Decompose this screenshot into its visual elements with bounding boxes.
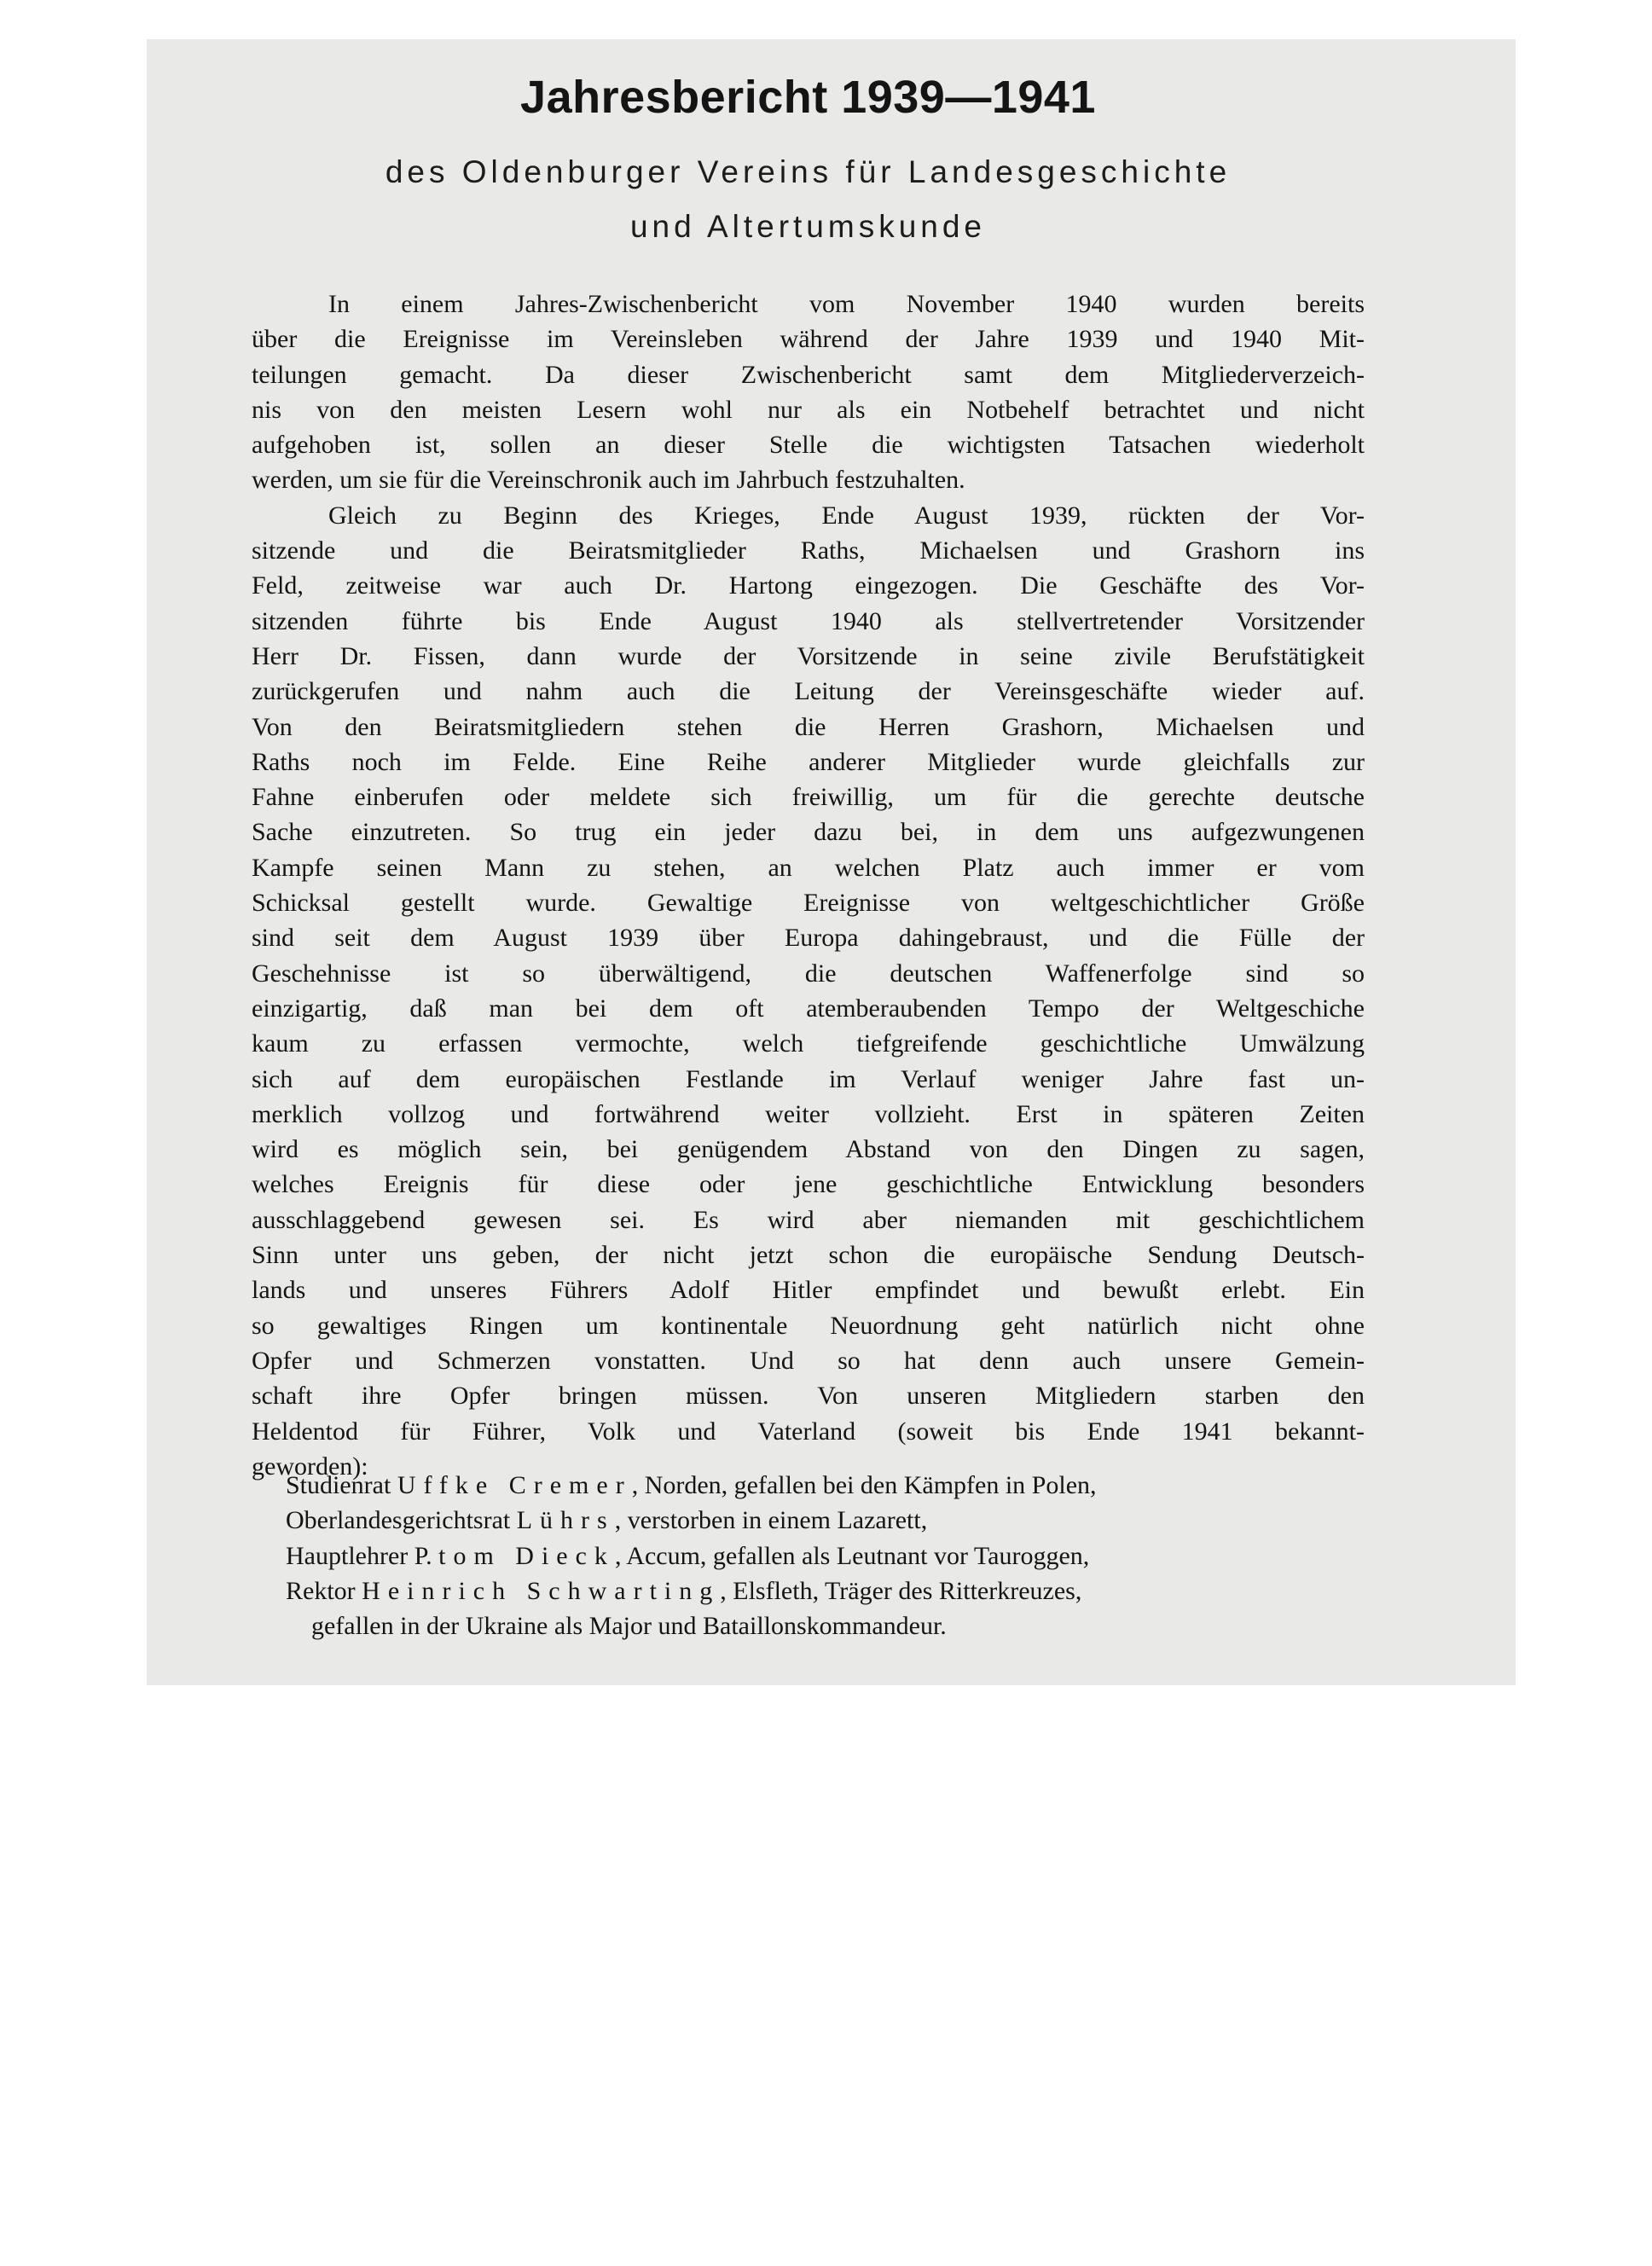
body-line: lands und unseres Führers Adolf Hitler empfindet und bewußt erlebt. Ein: [252, 1276, 1365, 1305]
body-line: sich auf dem europäischen Festlande im Verlauf weniger Jahre fast un-: [252, 1064, 1365, 1093]
report-title: Jahresbericht 1939—1941: [520, 72, 1096, 123]
list-item: Hauptlehrer P. tom Dieck, Accum, gefallen als Leutnant vor Tauroggen,: [286, 1541, 1090, 1570]
subtitle-line-1: des Oldenburger Vereins für Landesgeschichte: [385, 154, 1232, 189]
body-line: Feld, zeitweise war auch Dr. Hartong eingezogen. Die Geschäfte des Vor-: [252, 571, 1365, 600]
member-name: tom Dieck: [438, 1541, 615, 1570]
list-item-continuation: gefallen in der Ukraine als Major und Bataillonskommandeur.: [311, 1612, 947, 1641]
body-line: nis von den meisten Lesern wohl nur als ein Notbehelf betrachtet und nicht: [252, 395, 1365, 424]
body-line: Gleich zu Beginn des Krieges, Ende August 1939, rückten der Vor-: [328, 501, 1365, 530]
body-line: Herr Dr. Fissen, dann wurde der Vorsitzende in seine zivile Berufstätigkeit: [252, 641, 1365, 670]
body-line: Heldentod für Führer, Volk und Vaterland (soweit bis Ende 1941 bekannt-: [252, 1417, 1365, 1446]
report-subtitle: [217, 145, 1399, 254]
body-line: Sinn unter uns geben, der nicht jetzt schon die europäische Sendung Deutsch-: [252, 1241, 1365, 1270]
body-line: Von den Beiratsmitgliedern stehen die Herren Grashorn, Michaelsen und: [252, 712, 1365, 741]
body-line: wird es möglich sein, bei genügendem Abstand von den Dingen zu sagen,: [252, 1135, 1365, 1164]
member-name: Lührs: [516, 1506, 615, 1535]
body-line: ausschlaggebend gewesen sei. Es wird aber niemanden mit geschichtlichem: [252, 1205, 1365, 1234]
list-item: Studienrat Uffke Cremer, Norden, gefallen bei den Kämpfen in Polen,: [286, 1471, 1097, 1499]
report-body: [252, 287, 1365, 1484]
body-line: geworden):: [252, 1452, 368, 1481]
member-name: Heinrich Schwarting: [362, 1576, 721, 1605]
body-line: Fahne einberufen oder meldete sich freiwillig, um für die gerechte deutsche: [252, 783, 1365, 812]
body-line: welches Ereignis für diese oder jene geschichtliche Entwicklung besonders: [252, 1170, 1365, 1199]
list-item: Oberlandesgerichtsrat Lührs, verstorben in einem Lazarett,: [286, 1506, 928, 1535]
subtitle-line-2: und Altertumskunde: [629, 209, 987, 244]
fallen-members-list: [286, 1468, 1369, 1643]
list-item: Rektor Heinrich Schwarting, Elsfleth, Träger des Ritterkreuzes,: [286, 1576, 1082, 1605]
body-line: zurückgerufen und nahm auch die Leitung der Vereinsgeschäfte wieder auf.: [252, 677, 1365, 706]
body-line: In einem Jahres-Zwischenbericht vom November 1940 wurden bereits: [328, 290, 1365, 318]
body-line: Opfer und Schmerzen vonstatten. Und so hat denn auch unsere Gemein-: [252, 1346, 1365, 1375]
body-line: so gewaltiges Ringen um kontinentale Neuordnung geht natürlich nicht ohne: [252, 1311, 1365, 1340]
body-line: teilungen gemacht. Da dieser Zwischenbericht samt dem Mitgliederverzeich-: [252, 360, 1365, 389]
body-line: sitzenden führte bis Ende August 1940 als stellvertretender Vorsitzender: [252, 606, 1365, 635]
body-line: Kampfe seinen Mann zu stehen, an welchen Platz auch immer er vom: [252, 853, 1365, 882]
body-line: Raths noch im Felde. Eine Reihe anderer Mitglieder wurde gleichfalls zur: [252, 747, 1365, 776]
body-line: werden, um sie für die Vereinschronik auch im Jahrbuch festzuhalten.: [252, 466, 965, 495]
body-line: einzigartig, daß man bei dem oft atemberaubenden Tempo der Weltgeschiche: [252, 994, 1365, 1023]
body-line: aufgehoben ist, sollen an dieser Stelle die wichtigsten Tatsachen wiederholt: [252, 431, 1365, 460]
body-line: sind seit dem August 1939 über Europa dahingebraust, und die Fülle der: [252, 924, 1365, 953]
body-line: Schicksal gestellt wurde. Gewaltige Ereignisse von weltgeschichtlicher Größe: [252, 889, 1365, 918]
body-line: kaum zu erfassen vermochte, welch tiefgreifende geschichtliche Umwälzung: [252, 1029, 1365, 1058]
member-name: Uffke Cremer: [397, 1471, 632, 1499]
body-line: Sache einzutreten. So trug ein jeder dazu bei, in dem uns aufgezwungenen: [252, 818, 1365, 847]
body-line: merklich vollzog und fortwährend weiter vollzieht. Erst in späteren Zeiten: [252, 1099, 1365, 1128]
body-line: über die Ereignisse im Vereinsleben während der Jahre 1939 und 1940 Mit-: [252, 325, 1365, 354]
body-line: Geschehnisse ist so überwältigend, die deutschen Waffenerfolge sind so: [252, 959, 1365, 988]
body-line: sitzende und die Beiratsmitglieder Raths, Michaelsen und Grashorn ins: [252, 536, 1365, 565]
body-line: schaft ihre Opfer bringen müssen. Von unseren Mitgliedern starben den: [252, 1382, 1365, 1411]
